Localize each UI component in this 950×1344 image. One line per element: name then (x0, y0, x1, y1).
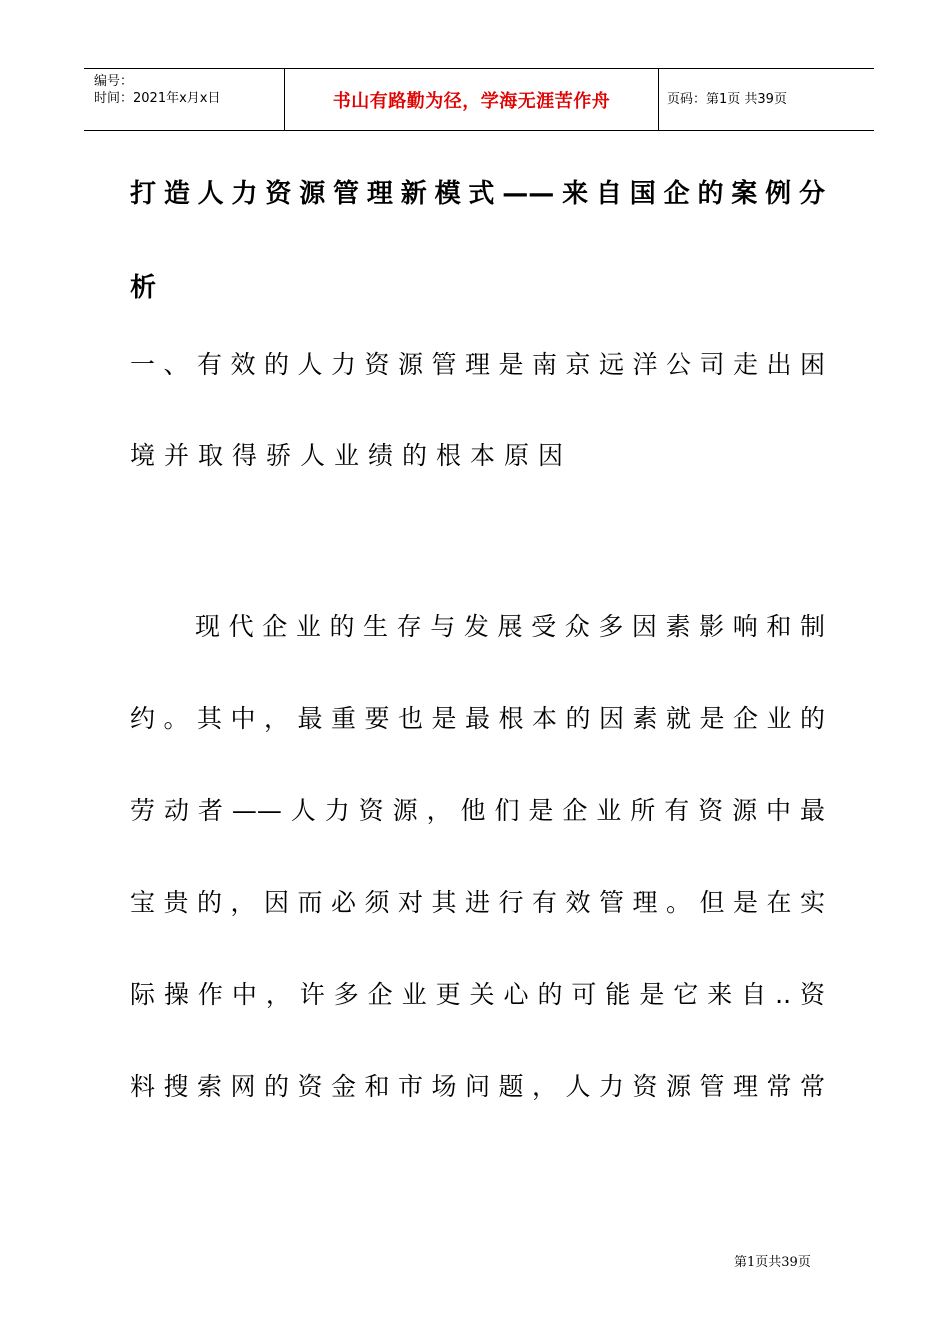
document-title-line-2: 析 (130, 273, 157, 303)
paragraph-line: 劳动者——人力资源，他们是企业所有资源中最 (130, 796, 825, 825)
header-divider (658, 69, 659, 130)
header-page-info: 页码：第1页 共39页 (667, 92, 787, 107)
document-header (84, 68, 874, 131)
paragraph-line: 约。其中，最重要也是最根本的因素就是企业的 (130, 704, 825, 733)
footer-page-info: 第1页共39页 (734, 1255, 811, 1270)
document-title-line-1: 打造人力资源管理新模式——来自国企的案例分 (130, 179, 825, 209)
paragraph-line: 料搜索网的资金和市场问题，人力资源管理常常 (130, 1072, 825, 1101)
header-meta-cell (84, 69, 284, 130)
paragraph-line: 宝贵的，因而必须对其进行有效管理。但是在实 (130, 888, 825, 917)
paragraph-line: 际操作中，许多企业更关心的可能是它来自..资 (130, 980, 825, 1009)
section-heading-line-1: 一、有效的人力资源管理是南京远洋公司走出困 (130, 350, 825, 379)
time-label: 时间：2021年x月x日 (94, 91, 221, 106)
header-motto-cell (285, 69, 658, 130)
header-motto: 书山有路勤为径，学海无涯苦作舟 (332, 90, 611, 112)
number-label: 编号： (94, 74, 134, 89)
section-heading-line-2: 境并取得骄人业绩的根本原因 (130, 441, 573, 470)
header-page-cell (667, 69, 787, 130)
paragraph-line: 现代企业的生存与发展受众多因素影响和制 (195, 612, 825, 641)
